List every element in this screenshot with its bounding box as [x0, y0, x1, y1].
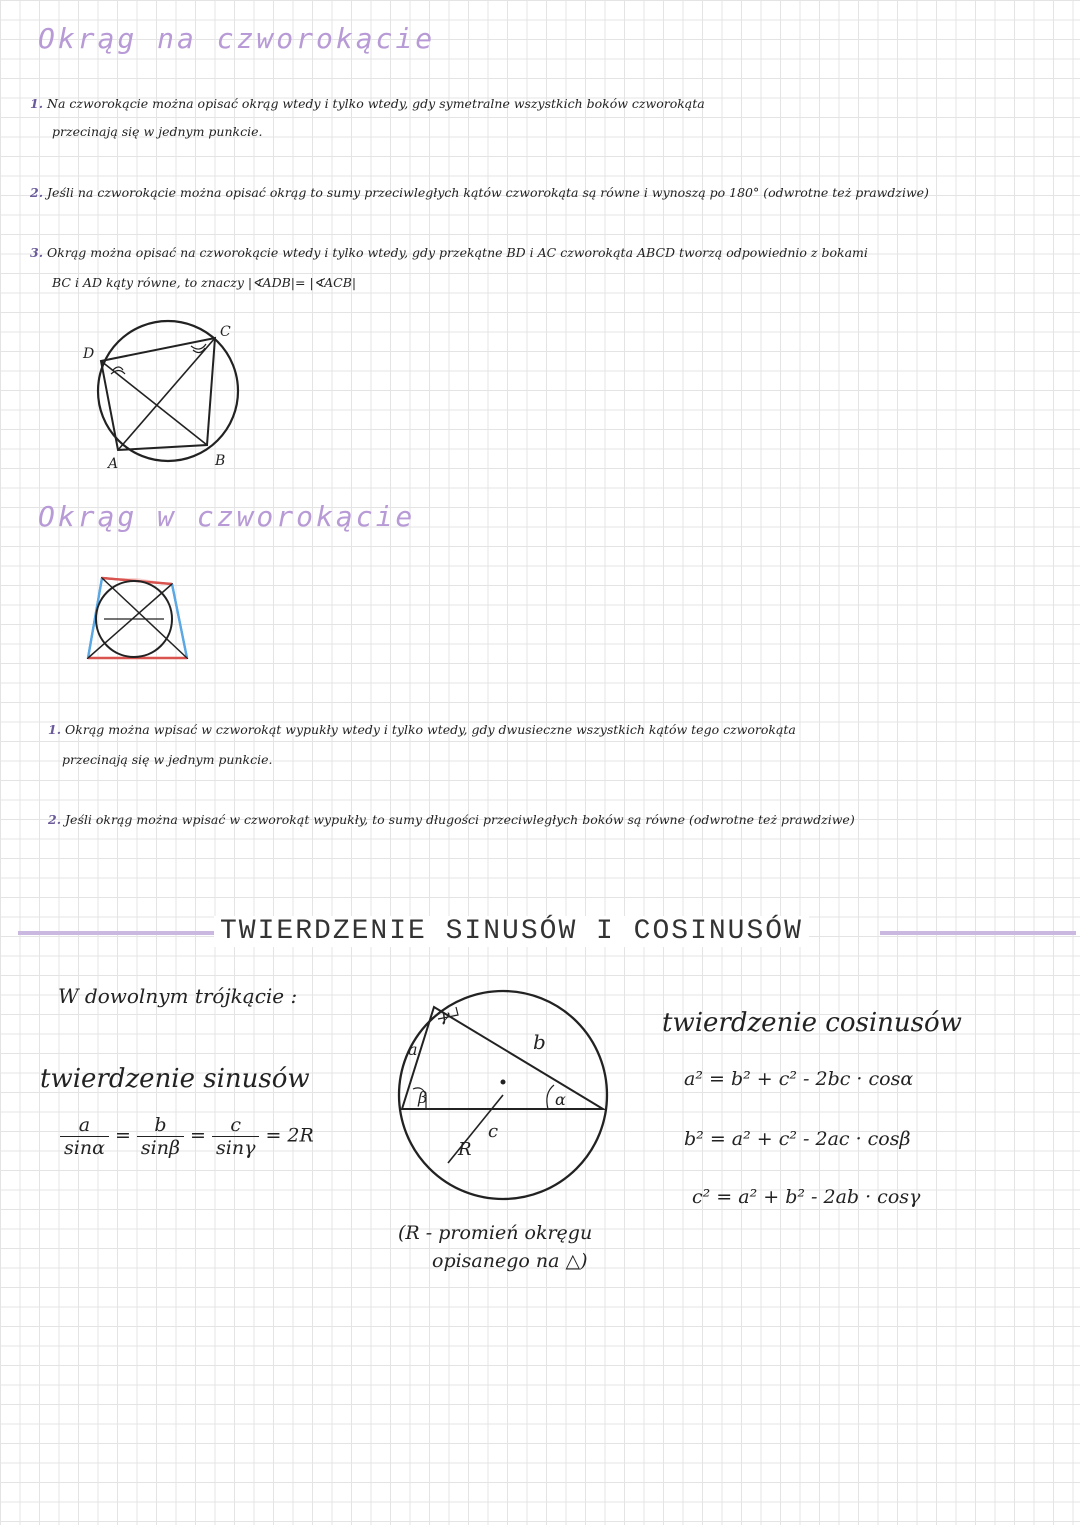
section1-title: Okrąg na czworokącie [38, 22, 436, 55]
triangle [402, 1007, 603, 1109]
circumcircle [98, 321, 238, 461]
cosine-theorem-title: twierdzenie cosinusów [662, 1008, 962, 1038]
s2-item1-text1: Okrąg można wpisać w czworokąt wypukły wtedy i tylko wtedy, gdy dwusieczne wszystkich kątów tego czworokąta [65, 722, 796, 737]
s2-item2-num: 2. [48, 812, 62, 827]
label-c: C [220, 324, 231, 340]
frac-a [60, 1114, 109, 1159]
frac-b-den: sinβ [140, 1137, 180, 1159]
frac-a-num: a [60, 1114, 109, 1137]
s2-item1-line1 [48, 722, 796, 737]
cosine-formula-b: b² = a² + c² - 2ac · cosβ [684, 1128, 911, 1150]
section2-title: Okrąg w czworokącie [38, 500, 416, 533]
label-gamma: γ [440, 1006, 450, 1025]
sine-theorem-title: twierdzenie sinusów [40, 1064, 310, 1094]
diagonal-db [101, 361, 207, 445]
s2-item1-num: 1. [48, 722, 62, 737]
s1-item3-num: 3. [30, 245, 44, 260]
s1-item3-text1: Okrąg można opisać na czworokącie wtedy i tylko wtedy, gdy przekątne BD i AC czworokąta ABCD tworzą odpowiednio z bokami [47, 245, 868, 260]
eq-1: = [114, 1124, 131, 1147]
label-side-b: b [533, 1030, 546, 1054]
intro-text: W dowolnym trójkącie : [58, 984, 298, 1008]
cosine-formula-c: c² = a² + b² - 2ab · cosγ [692, 1186, 921, 1208]
label-a: A [108, 456, 119, 472]
angle-arc-c2 [191, 344, 206, 349]
cosine-formula-a: a² = b² + c² - 2bc · cosα [684, 1068, 914, 1090]
label-alpha: α [555, 1090, 566, 1109]
s1-item2-num: 2. [30, 185, 44, 200]
note-line1: (R - promień okręgu [398, 1222, 593, 1244]
angle-arc-d [113, 367, 123, 370]
label-side-a: a [408, 1040, 418, 1059]
frac-b-num: b [137, 1114, 184, 1137]
frac-a-den: sinα [64, 1137, 105, 1159]
frac-b [137, 1114, 184, 1159]
frac-c [212, 1114, 259, 1159]
s1-item3-text2: BC i AD kąty równe, to znaczy |∢ADB|= |∢ACB| [52, 275, 357, 290]
s1-item1-text1: Na czworokącie można opisać okrąg wtedy i tylko wtedy, gdy symetralne wszystkich boków czworokąta [47, 96, 705, 111]
angle-mark-alpha [547, 1085, 554, 1109]
s1-item2-line1 [30, 185, 929, 200]
s2-item2-line1 [48, 812, 855, 827]
label-side-c: c [488, 1121, 499, 1142]
triangle-circumcircle-figure [388, 985, 618, 1210]
s1-item3-line1 [30, 245, 868, 260]
s1-item1-num: 1. [30, 96, 44, 111]
label-R: R [458, 1139, 472, 1160]
s1-item1-line1 [30, 96, 705, 111]
label-beta: β [418, 1088, 428, 1107]
cyclic-quadrilateral-figure [75, 318, 255, 478]
s1-item1-text2: przecinają się w jednym punkcie. [52, 124, 263, 139]
s1-item2-text1: Jeśli na czworokącie można opisać okrąg to sumy przeciwległych kątów czworokąta są równe i wynoszą po 180° (odwrotne też prawdziwe) [47, 185, 929, 200]
incircle-quadrilateral-figure [82, 572, 197, 667]
eq-2: = [190, 1124, 206, 1147]
label-d: D [83, 346, 95, 362]
label-b: B [215, 453, 226, 469]
section3-banner: TWIERDZENIE SINUSÓW I COSINUSÓW [214, 916, 809, 947]
banner-rule-right [880, 931, 1076, 935]
blue-left-side [88, 578, 102, 658]
s2-item2-text1: Jeśli okrąg można wpisać w czworokąt wypukły, to sumy długości przeciwległych boków są równe (odwrotne też prawdziwe) [65, 812, 855, 827]
note-line2: opisanego na △) [432, 1250, 588, 1272]
frac-c-den: sinγ [216, 1137, 256, 1159]
frac-c-num: c [212, 1114, 259, 1137]
quadrilateral-abcd [101, 338, 215, 450]
sine-result: = 2R [265, 1124, 314, 1147]
sine-theorem-formula [60, 1114, 314, 1159]
banner-rule-left [18, 931, 218, 935]
center-point [501, 1080, 506, 1085]
s2-item1-text2: przecinają się w jednym punkcie. [62, 752, 273, 767]
